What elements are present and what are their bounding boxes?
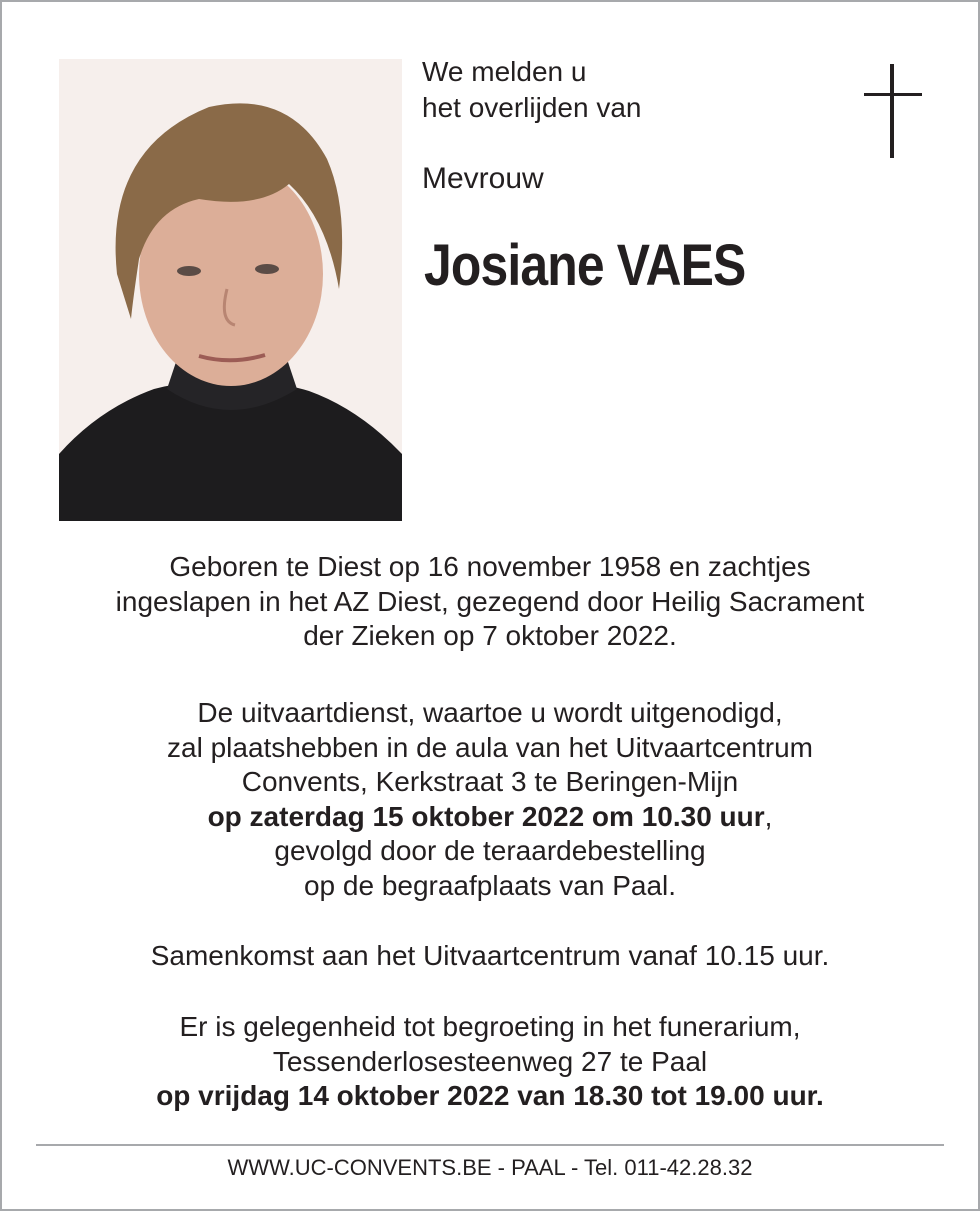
text-line: der Zieken op 7 oktober 2022. — [303, 620, 677, 651]
text-line: De uitvaartdienst, waartoe u wordt uitgenodigd, — [197, 697, 783, 728]
text-line: Er is gelegenheid tot begroeting in het funerarium, — [179, 1011, 801, 1042]
text-line: Geboren te Diest op 16 november 1958 en zachtjes — [169, 551, 811, 582]
text-line: Convents, Kerkstraat 3 te Beringen-Mijn — [241, 766, 739, 797]
honorific: Mevrouw — [422, 162, 544, 195]
service-date-suffix: , — [764, 800, 773, 832]
service-date: op zaterdag 15 oktober 2022 om 10.30 uur — [207, 800, 765, 832]
intro-line: We melden u — [422, 56, 587, 87]
text-line: zal plaatshebben in de aula van het Uitvaartcentrum — [167, 731, 813, 763]
divider — [36, 1144, 944, 1146]
text-line: Samenkomst aan het Uitvaartcentrum vanaf 10.15 uur. — [150, 940, 830, 971]
visitation-date: op vrijdag 14 oktober 2022 van 18.30 tot 19.00 uur. — [156, 1080, 824, 1111]
service-paragraph — [40, 696, 940, 903]
intro-line: het overlijden van — [422, 92, 642, 123]
text-line: ingeslapen in het AZ Diest, gezegend door Heilig Sacrament — [115, 585, 865, 617]
visitation-paragraph — [40, 1010, 940, 1114]
gathering-paragraph — [40, 939, 940, 974]
text-line: gevolgd door de teraardebestelling — [274, 835, 706, 866]
portrait-photo — [59, 59, 402, 521]
text-line: op de begraafplaats van Paal. — [303, 869, 677, 901]
birth-paragraph — [40, 550, 940, 654]
deceased-name: Josiane VAES — [424, 233, 746, 298]
intro-text — [422, 54, 641, 126]
text-line: Tessenderlosesteenweg 27 te Paal — [272, 1045, 708, 1077]
cross-icon — [864, 64, 922, 158]
footer-contact: WWW.UC-CONVENTS.BE - PAAL - Tel. 011-42.28.32 — [227, 1155, 753, 1180]
service-date-line — [40, 800, 940, 835]
